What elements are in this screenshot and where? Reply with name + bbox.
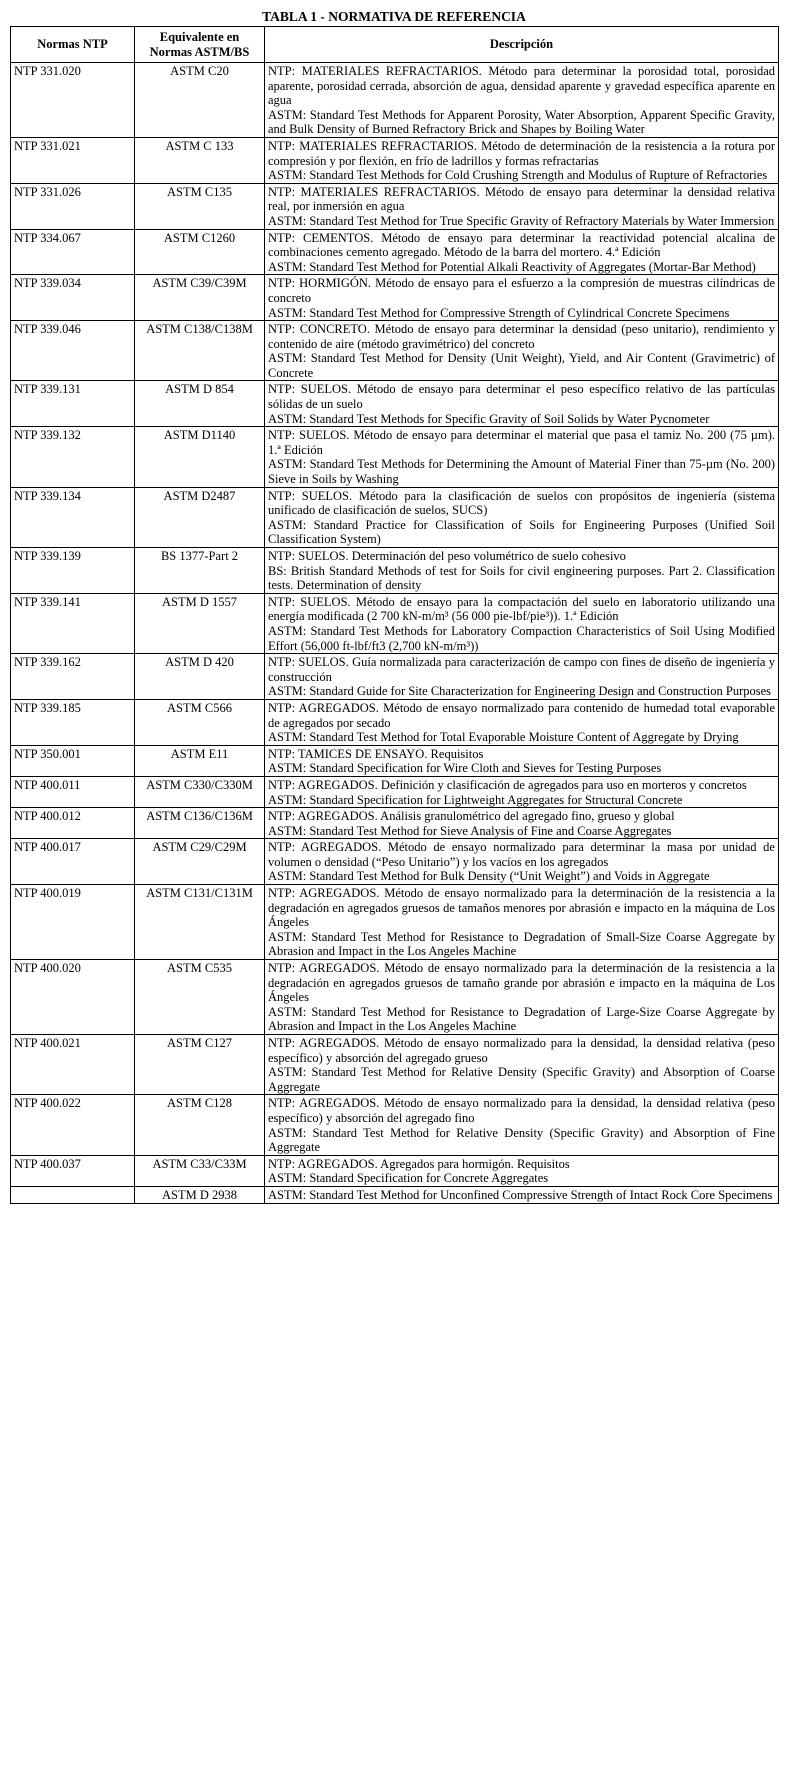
astm-description: ASTM: Standard Test Method for Density (Unit Weight), Yield, and Air Content (Gravimetric) of Concrete	[268, 351, 775, 380]
table-row	[11, 229, 779, 275]
ntp-code-cell: NTP 400.022	[11, 1095, 135, 1155]
ntp-description: NTP: AGREGADOS. Método de ensayo normalizado para la densidad, la densidad relativa (peso específico) y absorción del agregado fino	[268, 1096, 775, 1125]
table-row	[11, 1095, 779, 1155]
astm-code-cell: ASTM C 133	[135, 137, 265, 183]
astm-code-cell: ASTM C29/C29M	[135, 839, 265, 885]
ntp-description: NTP: SUELOS. Método de ensayo para determinar el material que pasa el tamiz No. 200 (75 µm). 1.ª Edición	[268, 428, 775, 457]
astm-code-cell: ASTM C566	[135, 699, 265, 745]
ntp-description: NTP: AGREGADOS. Definición y clasificación de agregados para uso en morteros y concretos	[268, 777, 747, 792]
astm-description: ASTM: Standard Guide for Site Characterization for Engineering Design and Construction Purposes	[268, 684, 772, 699]
description-cell	[265, 427, 779, 487]
table-header-row	[11, 27, 779, 63]
astm-code-cell: ASTM C330/C330M	[135, 776, 265, 807]
ntp-code-cell: NTP 400.019	[11, 885, 135, 960]
ntp-description: NTP: SUELOS. Método de ensayo para la compactación del suelo en laboratorio utilizando una energía modificada (2 700 kN-m/m³ (56 000 pie-lbf/pie³)). 1.ª Edición	[268, 594, 775, 624]
astm-description: ASTM: Standard Specification for Wire Cloth and Sieves for Testing Purposes	[268, 761, 662, 776]
ntp-code-cell: NTP 400.037	[11, 1155, 135, 1186]
ntp-code-cell: NTP 339.141	[11, 593, 135, 653]
document	[10, 8, 778, 1204]
description-cell	[265, 275, 779, 321]
astm-description: ASTM: Standard Test Methods for Specific Gravity of Soil Solids by Water Pycnometer	[268, 411, 710, 426]
ntp-code-cell: NTP 400.012	[11, 808, 135, 839]
table-row	[11, 1035, 779, 1095]
ntp-description: NTP: SUELOS. Determinación del peso volumétrico de suelo cohesivo	[268, 549, 626, 563]
table-row	[11, 699, 779, 745]
description-cell	[265, 63, 779, 138]
ntp-description: NTP: CEMENTOS. Método de ensayo para determinar la reactividad potencial alcalina de combinaciones cemento agregado. Método de la barra del mortero. 4.ª Edición	[268, 230, 775, 260]
ntp-code-cell: NTP 400.017	[11, 839, 135, 885]
description-cell	[265, 229, 779, 275]
ntp-code-cell: NTP 331.020	[11, 63, 135, 138]
table-row	[11, 776, 779, 807]
ntp-description: NTP: SUELOS. Método de ensayo para determinar el peso específico relativo de las partículas sólidas de un suelo	[268, 382, 775, 412]
description-cell	[265, 1035, 779, 1095]
ntp-code-cell: NTP 339.132	[11, 427, 135, 487]
table-row	[11, 321, 779, 381]
description-cell	[265, 960, 779, 1035]
ntp-code-cell: NTP 331.026	[11, 183, 135, 229]
table-row	[11, 885, 779, 960]
description-cell	[265, 654, 779, 700]
astm-description: ASTM: Standard Test Method for Bulk Density (“Unit Weight”) and Voids in Aggregate	[268, 869, 710, 884]
ntp-code-cell: NTP 400.011	[11, 776, 135, 807]
ntp-code-cell: NTP 339.134	[11, 487, 135, 547]
table-row	[11, 960, 779, 1035]
description-cell	[265, 808, 779, 839]
ntp-description: NTP: AGREGADOS. Método de ensayo normalizado para determinar la masa por unidad de volumen o densidad (“Peso Unitario”) y los vacíos en los agregados	[268, 840, 775, 869]
table-body	[11, 63, 779, 1204]
astm-description: ASTM: Standard Test Method for Potential Alkali Reactivity of Aggregates (Mortar-Bar Method)	[268, 259, 756, 274]
astm-description: ASTM: Standard Specification for Concrete Aggregates	[268, 1171, 549, 1186]
description-cell	[265, 593, 779, 653]
ntp-description: NTP: AGREGADOS. Método de ensayo normalizado para la determinación de la resistencia a la degradación en agregados gruesos de tamaño grande por abrasión e impacto en la máquina de Los Ángeles	[268, 961, 775, 1005]
astm-code-cell: ASTM D 420	[135, 654, 265, 700]
table-row	[11, 487, 779, 547]
astm-code-cell: ASTM C135	[135, 183, 265, 229]
table-row	[11, 548, 779, 594]
astm-code-cell: ASTM C535	[135, 960, 265, 1035]
ntp-description: NTP: SUELOS. Guía normalizada para caracterización de campo con fines de diseño de ingeniería y construcción	[268, 655, 775, 684]
description-cell	[265, 183, 779, 229]
astm-code-cell: ASTM D 2938	[135, 1186, 265, 1203]
description-cell	[265, 1186, 779, 1203]
ntp-code-cell: NTP 350.001	[11, 745, 135, 776]
header-astm	[135, 27, 265, 63]
description-cell	[265, 548, 779, 594]
table-row	[11, 745, 779, 776]
ntp-code-cell: NTP 339.139	[11, 548, 135, 594]
astm-code-cell: ASTM C127	[135, 1035, 265, 1095]
astm-code-cell: ASTM D1140	[135, 427, 265, 487]
astm-description: ASTM: Standard Test Method for Unconfined Compressive Strength of Intact Rock Core Specimens	[268, 1187, 773, 1202]
description-cell	[265, 321, 779, 381]
ntp-code-cell: NTP 339.185	[11, 699, 135, 745]
description-cell	[265, 487, 779, 547]
astm-description: ASTM: Standard Test Methods for Determining the Amount of Material Finer than 75-µm (No. 200) Sieve in Soils by Washing	[268, 457, 775, 487]
ntp-code-cell: NTP 400.020	[11, 960, 135, 1035]
ntp-description: NTP: HORMIGÓN. Método de ensayo para el esfuerzo a la compresión de muestras cilíndricas de concreto	[268, 276, 775, 305]
table-row	[11, 137, 779, 183]
astm-description: ASTM: Standard Test Methods for Cold Crushing Strength and Modulus of Rupture of Refractories	[268, 168, 768, 183]
ntp-description: NTP: SUELOS. Método para la clasificación de suelos con propósitos de ingeniería (sistema unificado de clasificación de suelos, SUCS)	[268, 488, 775, 518]
astm-description: ASTM: Standard Test Method for Compressive Strength of Cylindrical Concrete Specimens	[268, 305, 730, 320]
table-row	[11, 63, 779, 138]
table-row	[11, 275, 779, 321]
table-row	[11, 427, 779, 487]
description-cell	[265, 137, 779, 183]
astm-description: ASTM: Standard Test Methods for Laboratory Compaction Characteristics of Soil Using Modified Effort (56,000 ft-lbf/ft3 (2,700 kN-m/m³))	[268, 623, 775, 653]
ntp-code-cell: NTP 339.162	[11, 654, 135, 700]
astm-code-cell: ASTM D 854	[135, 381, 265, 427]
description-cell	[265, 745, 779, 776]
table-row	[11, 381, 779, 427]
ntp-description: NTP: MATERIALES REFRACTARIOS. Método para determinar la porosidad total, porosidad aparente, porosidad cerrada, absorción de agua, densidad aparente y gravedad específica aparente en agua	[268, 64, 775, 108]
table-row	[11, 1186, 779, 1203]
astm-code-cell: ASTM C128	[135, 1095, 265, 1155]
ntp-code-cell: NTP 334.067	[11, 229, 135, 275]
ntp-code-cell	[11, 1186, 135, 1203]
ntp-description: NTP: MATERIALES REFRACTARIOS. Método de ensayo para determinar la densidad relativa real, por inmersión en agua	[268, 184, 775, 214]
table-row	[11, 654, 779, 700]
astm-description: BS: British Standard Methods of test for Soils for civil engineering purposes. Part 2. Classification tests. Determination of density	[268, 563, 775, 593]
description-cell	[265, 885, 779, 960]
astm-code-cell: ASTM D2487	[135, 487, 265, 547]
astm-code-cell: BS 1377-Part 2	[135, 548, 265, 594]
header-astm-line2: Normas ASTM/BS	[149, 44, 250, 59]
ntp-description: NTP: AGREGADOS. Análisis granulométrico del agregado fino, grueso y global	[268, 809, 675, 824]
ntp-code-cell: NTP 331.021	[11, 137, 135, 183]
astm-code-cell: ASTM C33/C33M	[135, 1155, 265, 1186]
astm-description: ASTM: Standard Test Method for Resistance to Degradation of Large-Size Coarse Aggregate by Abrasion and Impact in the Los Angeles Machine	[268, 1004, 775, 1034]
astm-description: ASTM: Standard Test Method for Relative Density (Specific Gravity) and Absorption of Fine Aggregate	[268, 1125, 775, 1155]
astm-description: ASTM: Standard Test Method for Total Evaporable Moisture Content of Aggregate by Drying	[268, 730, 739, 745]
astm-code-cell: ASTM C20	[135, 63, 265, 138]
ntp-code-cell: NTP 339.046	[11, 321, 135, 381]
table-row	[11, 839, 779, 885]
astm-code-cell: ASTM C1260	[135, 229, 265, 275]
description-cell	[265, 776, 779, 807]
description-cell	[265, 839, 779, 885]
astm-description: ASTM: Standard Test Method for Resistance to Degradation of Small-Size Coarse Aggregate by Abrasion and Impact in the Los Angeles Machine	[268, 929, 775, 959]
astm-description: ASTM: Standard Test Method for Sieve Analysis of Fine and Coarse Aggregates	[268, 823, 672, 838]
table-title: TABLA 1 - NORMATIVA DE REFERENCIA	[262, 9, 526, 24]
ntp-description: NTP: MATERIALES REFRACTARIOS. Método de determinación de la resistencia a la rotura por compresión y por flexión, en frío de ladrillos y formas refractarias	[268, 138, 775, 168]
ntp-code-cell: NTP 400.021	[11, 1035, 135, 1095]
table-row	[11, 808, 779, 839]
astm-code-cell: ASTM C136/C136M	[135, 808, 265, 839]
reference-standards-table	[10, 26, 779, 1204]
astm-code-cell: ASTM E11	[135, 745, 265, 776]
description-cell	[265, 1155, 779, 1186]
header-ntp: Normas NTP	[11, 27, 135, 63]
ntp-description: NTP: TAMICES DE ENSAYO. Requisitos	[268, 746, 484, 761]
ntp-code-cell: NTP 339.131	[11, 381, 135, 427]
table-row	[11, 1155, 779, 1186]
header-astm-line1: Equivalente en	[159, 30, 240, 44]
description-cell	[265, 699, 779, 745]
ntp-description: NTP: AGREGADOS. Método de ensayo normalizado para la determinación de la resistencia a la degradación en agregados gruesos de tamaños menores por abrasión e impacto en la máquina de Los Ángeles	[268, 886, 775, 930]
description-cell	[265, 381, 779, 427]
ntp-code-cell: NTP 339.034	[11, 275, 135, 321]
ntp-description: NTP: AGREGADOS. Método de ensayo normalizado para contenido de humedad total evaporable de agregados por secado	[268, 700, 775, 730]
table-row	[11, 183, 779, 229]
astm-code-cell: ASTM D 1557	[135, 593, 265, 653]
header-description: Descripción	[265, 27, 779, 63]
astm-code-cell: ASTM C39/C39M	[135, 275, 265, 321]
astm-description: ASTM: Standard Specification for Lightweight Aggregates for Structural Concrete	[268, 792, 683, 807]
astm-description: ASTM: Standard Test Method for Relative Density (Specific Gravity) and Absorption of Coarse Aggregate	[268, 1065, 775, 1094]
description-cell	[265, 1095, 779, 1155]
astm-description: ASTM: Standard Test Methods for Apparent Porosity, Water Absorption, Apparent Specific Gravity, and Bulk Density of Burned Refractory Brick and Shapes by Boiling Water	[268, 107, 775, 137]
ntp-description: NTP: AGREGADOS. Agregados para hormigón. Requisitos	[268, 1156, 570, 1171]
astm-description: ASTM: Standard Test Method for True Specific Gravity of Refractory Materials by Water Immersion	[268, 213, 775, 228]
table-row	[11, 593, 779, 653]
ntp-description: NTP: CONCRETO. Método de ensayo para determinar la densidad (peso unitario), rendimiento y contenido de aire (método gravimétrico) del concreto	[268, 322, 775, 351]
astm-code-cell: ASTM C131/C131M	[135, 885, 265, 960]
ntp-description: NTP: AGREGADOS. Método de ensayo normalizado para la densidad, la densidad relativa (peso específico) y absorción del agregado grueso	[268, 1036, 775, 1065]
astm-code-cell: ASTM C138/C138M	[135, 321, 265, 381]
astm-description: ASTM: Standard Practice for Classification of Soils for Engineering Purposes (Unified Soil Classification System)	[268, 517, 775, 547]
